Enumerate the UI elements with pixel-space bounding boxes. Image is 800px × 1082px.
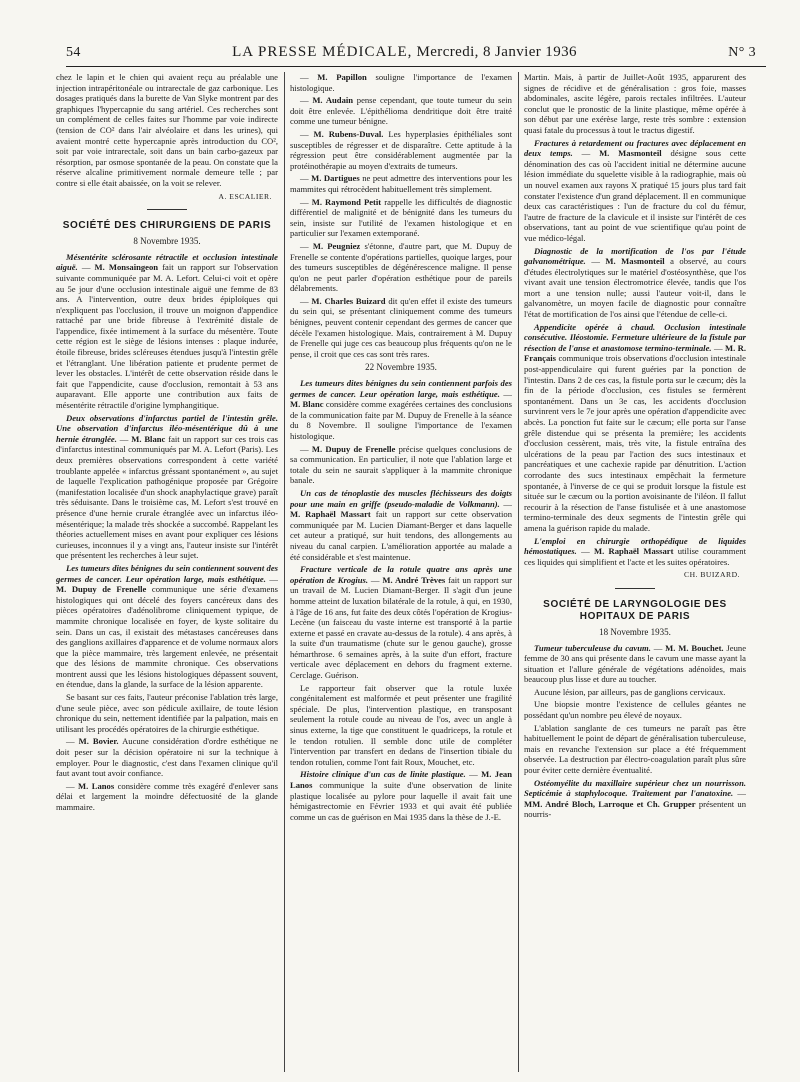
discussion: — M. Dupuy de Frenelle précise quelques conclusions de sa communication. En particulier, il note que l'ablation large et totale du sein ne saurait s'appliquer à la mammite chronique banale.	[290, 443, 512, 486]
article-heading: Tumeur tuberculeuse du cavum.	[534, 642, 651, 653]
article-author: M. Blanc	[290, 399, 324, 410]
article-text: Les hyperplasies épithéliales sont susceptibles de régresser et de disparaître. Cette aptitude à la régression peut être considérablement augmentée par la protéinothérapie au moyen d'extraits de tumeurs.	[290, 128, 512, 171]
article-text: a observé, au cours d'études électrolytiques sur le matériel d'ostéosynthèse, que l'os vivant avait une tension électromotrice élevée, tandis que l'os mort a une tension nulle; aussi l'auteur voit-il, dans le galvanomètre, un moyen facile de diagnostic pour connaître l'état de mortification de l'os ainsi que l'étendue de celle-ci.	[524, 256, 746, 320]
article-heading: Appendicite opérée à chaud. Occlusion intestinale consécutive. Iléostomie. Fermeture ultérieure de la fistule par résection de l'anse et anastomose termino-terminale.	[524, 321, 746, 353]
article-paragraph: Martin. Mais, à partir de Juillet-Août 1935, apparurent des signes de récidive et de généralisation : gros foie, masses abdominales, ascite légère, parois rectales infiltrées. L'auteur conclut que le pronostic de la linite plastique, même opérée à son début par une exérèse large, reste très sombre : extension quasi fatale du processus à tout le tractus digestif.	[524, 72, 746, 135]
intro-paragraph: chez le lapin et le chien qui avaient reçu au préalable une injection intrapéritonéale ou intrarectale de gaz carbonique. Les dosages pratiqués dans la burette de Van Slyke montrent par des graphiques l'hypercapnie du sang artériel. Ces recherches sont un complément de celles faites sur l'homme par voie indirecte (tension de CO² dans l'air alvéolaire et dans les urines), qui avaient montré cette hypercapnie après introduction du CO², soit par voie intrarectale, soit dans un bain carbo-gazeux par résorption, par osmose spontanée de la peau. On constate que la réserve alcaline primitivement normale demeure telle ; par contre si elle était abaissée, on la voit se relever.	[56, 72, 278, 188]
article: Mésentérite sclérosante rétractile et occlusion intestinale aiguë. — M. Monsaingeon fait un rapport sur l'observation suivante communiquée par M. A. Lefort. Celui-ci voit et opère au 5e jour d'une occlusion intestinale aiguë une femme de 83 ans. A l'intervention, outre deux brides épiploïques qui n'expliquent pas l'occlusion, il trouve un moignon d'appendice rattaché par une bride fibreuse à l'extrémité distale de l'appendice, fixée intimement à la surface du mésentère. Toute cette région est le siège de lésions intenses : plaque indurée, étoile fibreuse, brides scléreuses étendues jusqu'à l'intestin grêle et l'étranglant. Une libération patiente et prudente permet de lever les obstacles. L'intérêt de cette observation réside dans le fait que l'appendicite, cause d'occlusion, remontait à 53 ans auparavant. Elle apporte une contribution aux faits de mésentérite rétractile d'origine lymphangitique.	[56, 251, 278, 411]
article: Un cas de ténoplastie des muscles fléchisseurs des doigts pour une main en griffe (pseudo-maladie de Volkmann). — M. Raphaël Massart fait un rapport sur cette observation communiquée par M. Lucien Diamant-Berger et dans laquelle cet auteur a pratiqué, sur huit tendons, des allongements au niveau du canal carpien. L'amélioration apportée au malade a été considérable et s'est maintenue.	[290, 487, 512, 562]
issue-number: N° 3	[728, 45, 756, 60]
article-heading: Mésentérite sclérosante rétractile et occlusion intestinale aiguë.	[56, 251, 278, 273]
article-text: communique une série d'examens histologiques qui ont décelé des foyers cancéreux dans des pièces opératoires d'adénolibrome cliniquement typique, de mammite chronique localisée en foyer, de kyste solitaire du sein. Dans un cas, il existait des métastases cancéreuses dans des ganglions axillaires d'apparence et de volume normaux alors que la pièce mammaire, très largement enlevée, ne présentait que des lésions de mammite chronique. Ces observations montrent aussi que les lésions histologiques dépassent souvent, en étendue, dans la glande, la surface de la lésion apparente.	[56, 584, 278, 690]
article-text: Jeune femme de 30 ans qui présente dans le cavum une masse ayant la situation et l'allure générale de végétations adénoïdes, mais beaucoup plus lisse et dure au toucher.	[524, 642, 746, 685]
article: Les tumeurs dites bénignes du sein contiennent parfois des germes de cancer. Leur opération large, mais esthétique. — M. Blanc considère comme exagérées certaines des conclusions de la communication faite par M. Dupuy de Frenelle à la séance du 8 Novembre. Il souligne l'importance de l'examen histologique.	[290, 378, 512, 441]
article: Diagnostic de la mortification de l'os par l'étude galvanométrique. — M. Masmonteil a observé, au cours d'études électrolytiques sur le matériel d'ostéosynthèse, que l'os vivant avait une tension électromotrice élevée, tandis que l'os mort a une tension nulle; aussi l'auteur voit-il, dans le galvanomètre, un moyen facile de diagnostic pour connaître l'état de mortification de l'os ainsi que l'étendue de celle-ci.	[524, 245, 746, 320]
article-author: M. Dartigues	[311, 173, 360, 184]
discussion: — M. Rubens-Duval. Les hyperplasies épithéliales sont susceptibles de régresser et de disparaître. Cette aptitude à la régression peut être considérablement augmentée par la protéinothérapie au moyen d'extraits de tumeurs.	[290, 128, 512, 171]
article-text: fait un rapport sur ces trois cas d'infarctus intestinal communiqués par M. A. Lefort (Paris). Les deux premières observations correspondent à cette variété troublante appelée « infarctus gréssant spontanément », au sujet de laquelle l'explication pathogénique proposée par Grégoire (manifestation localisée d'un shock anaphylactique grave) paraît très séduisante. Dans le troisième cas, M. Lefort s'est trouvé en présence d'une hernie crurale étranglée avec un infarctus iléo-mésentérique; la malade très shockée a succombé. Rappelant les théories actuellement mises en avant pour expliquer ces lésions curieuses, inconnues il y a vingt ans, l'auteur insiste sur l'intérêt que présentent les recherches à leur sujet.	[56, 433, 278, 561]
session-date: 18 Novembre 1935.	[599, 626, 671, 637]
article: Histoire clinique d'un cas de linite plastique. — M. Jean Lanos communique la suite d'une observation de linite plastique localisée au pylore pour laquelle il avait fait une hémigastrectomie en Février 1933 et qui avait été publiée comme un cas de guérison en Mai 1935 dans la thèse de J.-E.	[290, 769, 512, 822]
article-text: considère comme très exagéré d'enlever sans délai et largement la moindre défectuosité de la glande mammaire.	[56, 780, 278, 812]
article-text: précise quelques conclusions de sa communication. En particulier, il note que l'ablation large et totale du sein ne saurait s'appliquer à la mammite chronique banale.	[290, 443, 512, 486]
discussion: — M. Papillon souligne l'importance de l'examen histologique.	[290, 72, 512, 93]
article: L'emploi en chirurgie orthopédique de liquides hémostatiques. — M. Raphaël Massart utilise couramment ces liquides qui simplifient et l'acte et les suites opératoires.	[524, 535, 746, 567]
article-author: M. Rubens-Duval.	[313, 128, 384, 139]
article: Fracture verticale de la rotule quatre ans après une opération de Krogius. — M. André Trèves fait un rapport sur un travail de M. Lucien Diamant-Berger. Il s'agit d'un jeune homme atteint de luxation bilatérale de la rotule, à qui, en 1930, à l'âge de 16 ans, fut faite des deux côtés l'opération de Krogius-Lecène (un faisceau du vaste interne est transporté à la partie externe et passé en cravate au-dessus de la rotule). 4 ans après, à la suite d'un traumatisme (chute sur le genou gauche), grosse hémarthrose. 6 semaines après, à la suite d'un effort, fracture verticale avec déplacement en dehors du fragment externe. Cerclage. Guérison.	[290, 564, 512, 681]
article-text: fait un rapport sur l'observation suivante communiquée par M. A. Lefort. Celui-ci voit et opère au 5e jour d'une occlusion intestinale aiguë une femme de 83 ans. A l'intervention, outre deux brides épiploïques qui n'expliquent pas l'occlusion, il trouve un moignon d'appendice rattaché par une bride fibreuse à l'extrémité distale de l'appendice, fixée intimement à la surface du mésentère. Toute cette région est le siège de lésions intenses : plaque indurée, étoile fibreuse, brides scléreuses étendues jusqu'à l'intestin grêle et l'étranglant. Une libération patiente et prudente permet de lever les obstacles. L'intérêt de cette observation réside dans le fait que l'appendicite, cause d'occlusion, remontait à 53 ans auparavant. Elle apporte une contribution aux faits de mésentérite rétractile d'origine lymphangitique.	[56, 262, 278, 411]
article-author: MM. André Bloch, Larroque et Ch. Grupper	[524, 798, 696, 809]
article-text: Aucune considération d'ordre esthétique ne doit peser sur la décision opératoire ni sur la technique à employer. Pour le diagnostic, c'est dans l'examen clinique qu'il faut avant tout avoir confiance.	[56, 736, 278, 779]
section-separator	[147, 209, 187, 210]
article-author: M. Raymond Petit	[311, 196, 382, 207]
article: Deux observations d'infarctus partiel de l'intestin grêle. Une observation d'infarctus iléo-mésentérique dû à une hernie étranglée. — M. Blanc fait un rapport sur ces trois cas d'infarctus intestinal communiqués par M. A. Lefort (Paris). Les deux premières observations correspondent à cette variété troublante appelée « infarctus gréssant spontanément », au sujet de laquelle l'explication pathogénique proposée par Grégoire (manifestation localisée d'un shock anaphylactique grave) paraît très séduisante. Dans le troisième cas, M. Lefort s'est trouvé en présence d'une hernie crurale étranglée avec un infarctus iléo-mésentérique; la malade très shockée a succombé. Rappelant les théories actuellement mises en avant pour expliquer ces lésions curieuses, inconnues il y a vingt ans, l'auteur insiste sur l'intérêt que présentent les recherches à leur sujet.	[56, 412, 278, 561]
article-text: s'étonne, d'autre part, que M. Dupuy de Frenelle se contente d'opérations partielles, quoique larges, pour des tumeurs susceptibles de dégénérescence maligne. Il pense qu'on ne peut parler d'opération esthétique pour de pareils délabrements.	[290, 240, 512, 294]
session-date: 8 Novembre 1935.	[133, 236, 201, 247]
article: Tumeur tuberculeuse du cavum. — M. M. Bouchet. Jeune femme de 30 ans qui présente dans le cavum une masse ayant la situation et l'allure générale de végétations adénoïdes, mais beaucoup plus lisse et dure au toucher.	[524, 642, 746, 685]
article-author: M. Peugniez	[312, 240, 361, 251]
article-text: ne peut admettre des interventions pour les mammites qui rétrocèdent habituellement très simplement.	[290, 173, 512, 194]
article-paragraph: Le rapporteur fait observer que la rotule luxée congénitalement est malformée et peut présenter une fragilité spéciale. De plus, l'intervention plastique, en transposant seulement la rotule coude au niveau de l'os, avec un angle à sinus externe, la tige que constituent le quadriceps, la rotule et le tendon rotulien. Il semble donc utile de compléter l'intervention par transfert en dedans de l'insertion tibiale du tendon rotulien, comme l'ont fait Roux, Mouchet, etc.	[290, 682, 512, 767]
article-author: M. Lanos	[78, 780, 115, 791]
article-text: communique la suite d'une observation de linite plastique localisée au pylore pour laquelle il avait fait une hémigastrectomie en Février 1933 et qui avait été publiée comme un cas de guérison en Mai 1935 dans la thèse de J.-E.	[290, 780, 512, 822]
discussion: — M. Lanos considère comme très exagéré d'enlever sans délai et largement la moindre défectuosité de la glande mammaire.	[56, 780, 278, 812]
page-header	[66, 44, 756, 66]
article-author: M. Jean Lanos	[290, 769, 512, 790]
article-author: M. Monsaingeon	[94, 262, 159, 273]
discussion: — M. Bovier. Aucune considération d'ordre esthétique ne doit peser sur la décision opératoire ni sur la technique à employer. Pour le diagnostic, c'est dans l'examen clinique qu'il faut avant tout avoir confiance.	[56, 736, 278, 779]
column-divider	[284, 72, 285, 1072]
article-paragraph: L'ablation sanglante de ces tumeurs ne paraît pas être habituellement le point de départ de généralisation tuberculeuse, mais en revanche l'extension sur place a été fréquemment observée. La destruction par électro-coagulation paraît plus sûre pour éviter cette dernière éventualité.	[524, 722, 746, 776]
discussion: — M. Peugniez s'étonne, d'autre part, que M. Dupuy de Frenelle se contente d'opérations partielles, quoique larges, pour des tumeurs susceptibles de dégénérescence maligne. Il pense qu'on ne peut parler d'opération esthétique pour de pareils délabrements.	[290, 240, 512, 294]
article-author: M. Masmonteil	[605, 256, 665, 267]
column-divider	[518, 72, 519, 1072]
article-text: considère comme exagérées certaines des conclusions de la communication faite par M. Dupuy de Frenelle à la séance du 8 Novembre. Il souligne l'importance de l'examen histologique.	[290, 399, 512, 441]
article-text: souligne l'importance de l'examen histologique.	[290, 72, 512, 93]
article-author: M. André Trèves	[382, 574, 446, 585]
journal-name: LA PRESSE MÉDICALE,	[232, 44, 413, 60]
article-heading: Deux observations d'infarctus partiel de l'intestin grêle. Une observation d'infarctus iléo-mésentérique dû à une hernie étranglée.	[56, 412, 278, 444]
article-heading: L'emploi en chirurgie orthopédique de liquides hémostatiques.	[524, 535, 746, 557]
article-text: communique trois observations d'occlusion intestinale post-appendiculaire qui furent guéries par la ponction de l'intestin. Dans 2 de ces cas, la fistule porta sur le cæcum; dès la fin de la période d'occlusion, ces fistules se fermèrent spontanément. Dans un 3e cas, les accidents d'occlusion survinrent vers le 7e jour après une opération d'appendicite avec abcès. La ponction fut faite sur le cæcum; elle porta sur l'anse grêle distendue qui se présenta la première; les accidents d'occlusion cessèrent, mais, très vite, la fistule entraîna des ulcérations de la peau par l'action des sucs intestinaux et pancréatiques et une cachexie rapide par dénutrition. L'action corrodante des sucs intestinaux empêchait la fermeture spontanée, à l'inverse de ce qui se produit lorsque la fistule est située sur le cæcum ou la portion avoisinante de l'iléon. Il fallut recourir à la résection de l'anse fistulisée et à une anastomose termino-terminale des deux segments de l'intestin grêle qui amena la guérison rapide du malade.	[524, 353, 746, 533]
discussion: — M. Dartigues ne peut admettre des interventions pour les mammites qui rétrocèdent habituellement très simplement.	[290, 173, 512, 194]
society-title: SOCIÉTÉ DE LARYNGOLOGIE DES HOPITAUX DE PARIS	[543, 598, 727, 622]
article-author: M. Bovier.	[78, 736, 119, 747]
article: Ostéomyélite du maxillaire supérieur chez un nourrisson. Septicémie à staphylocoque. Traitement par l'anatoxine. — MM. André Bloch, Larroque et Ch. Grupper présentent un nourris-	[524, 777, 746, 820]
article-heading: Un cas de ténoplastie des muscles fléchisseurs des doigts pour une main en griffe (pseudo-maladie de Volkmann).	[290, 487, 512, 509]
article-author: M. Dupuy de Frenelle	[56, 584, 147, 595]
article-author: M. Raphaël Massart	[593, 546, 674, 557]
article-text: désigne sous cette dénomination des cas où l'accident initial ne détermine aucune lésion immédiate du squelette visible à la radiographie, mais où un nouvel examen aux rayons X pratiqué 15 jours plus tard fait constater l'existence d'un grand déplacement. Il en communique deux cas caractéristiques : l'un de fracture du col du fémur, l'autre de fracture de la clavicule et il insiste sur l'intérêt de ces observations, tant au point de vue scientifique qu'au point de vue médico-légal.	[524, 148, 746, 243]
article-heading: Les tumeurs dites bénignes du sein contiennent parfois des germes de cancer. Leur opération large, mais esthétique.	[290, 378, 512, 399]
session-date: 22 Novembre 1935.	[365, 362, 437, 373]
article-author: M. Blanc	[131, 433, 166, 444]
article-heading: Ostéomyélite du maxillaire supérieur chez un nourrisson. Septicémie à staphylocoque. Traitement par l'anatoxine.	[524, 777, 746, 799]
article-heading: Fracture verticale de la rotule quatre ans après une opération de Krogius.	[290, 564, 512, 585]
article-heading: Diagnostic de la mortification de l'os par l'étude galvanométrique.	[524, 245, 746, 267]
column-2	[290, 72, 512, 1072]
article-paragraph: Aucune lésion, par ailleurs, pas de ganglions cervicaux.	[534, 686, 726, 697]
author-signature: CH. BUIZARD.	[684, 570, 740, 580]
header-rule	[66, 66, 766, 67]
article-author: M. Dupuy de Frenelle	[311, 443, 396, 454]
article-text: pense cependant, que toute tumeur du sein doit être enlevée. L'épithélioma dendritique doit être traité comme une tumeur bénigne.	[290, 95, 512, 127]
article-text: fait un rapport sur un travail de M. Lucien Diamant-Berger. Il s'agit d'un jeune homme atteint de luxation bilatérale de la rotule, à qui, en 1930, à l'âge de 16 ans, fut faite des deux côtés l'opération de Krogius-Lecène (un faisceau du vaste interne est transporté à la partie externe et passé en cravate au-dessus de la rotule). 4 ans après, à la suite d'un traumatisme (chute sur le genou gauche), grosse hémarthrose. 6 semaines après, à la suite d'un effort, fracture verticale avec déplacement en dehors du fragment externe. Cerclage. Guérison.	[290, 574, 512, 681]
article-text: dit qu'en effet il existe des tumeurs du sein qui, se présentant cliniquement comme des tumeurs bénignes, peuvent contenir cependant des germes de cancer que décèle l'examen histologique. Mais, contrairement à M. Dupuy de Frenelle qui juge ces cas beaucoup plus fréquents qu'on ne le pense, il croit que ces cas sont très rares.	[290, 295, 512, 359]
article: Fractures à retardement ou fractures avec déplacement en deux temps. — M. Masmonteil désigne sous cette dénomination des cas où l'accident initial ne détermine aucune lésion immédiate du squelette visible à la radiographie, mais où un nouvel examen aux rayons X pratiqué 15 jours plus tard fait constater l'existence d'un grand déplacement. Il en communique deux cas caractéristiques : l'un de fracture du col du fémur, l'autre de fracture de la clavicule et il insiste sur l'intérêt de ces observations, tant au point de vue scientifique qu'au point de vue médico-légal.	[524, 137, 746, 243]
article-heading: Les tumeurs dites bénignes du sein contiennent souvent des germes de cancer. Leur opération large, mais esthétique.	[56, 562, 278, 584]
page-number: 54	[66, 45, 81, 60]
article-text: utilise couramment ces liquides qui simplifient et l'acte et les suites opératoires.	[524, 546, 746, 567]
article-heading: Fractures à retardement ou fractures avec déplacement en deux temps.	[524, 137, 746, 159]
column-1	[56, 72, 278, 1072]
discussion: — M. Charles Buizard dit qu'en effet il existe des tumeurs du sein qui, se présentant cliniquement comme des tumeurs bénignes, peuvent contenir cependant des germes de cancer que décèle l'examen histologique. Mais, contrairement à M. Dupuy de Frenelle qui juge ces cas beaucoup plus fréquents qu'on ne le pense, il croit que ces cas sont très rares.	[290, 295, 512, 359]
article-author: M. M. Bouchet.	[665, 642, 724, 653]
running-title	[81, 44, 728, 61]
column-3	[524, 72, 746, 1072]
article: Les tumeurs dites bénignes du sein contiennent souvent des germes de cancer. Leur opération large, mais esthétique. — M. Dupuy de Frenelle communique une série d'examens histologiques qui ont décelé des foyers cancéreux dans des pièces opératoires d'adénolibrome cliniquement typique, de mammite chronique localisée en foyer, de kyste solitaire du sein. Dans un cas, il existait des métastases cancéreuses dans des ganglions axillaires d'apparence et de volume normaux alors que la pièce mammaire, très largement enlevée, ne présentait que des lésions de mammite chronique. Ces observations montrent aussi que les lésions histologiques dépassent souvent, en étendue, dans la glande, la surface de la lésion apparente.	[56, 562, 278, 690]
discussion: — M. Raymond Petit rappelle les difficultés de diagnostic différentiel de malignité et de bénignité dans les tumeurs du sein, insiste sur l'utilité de l'examen histologique et en particulier sur l'examen extemporané.	[290, 196, 512, 239]
article-heading: Histoire clinique d'un cas de linite plastique.	[300, 769, 466, 780]
issue-date: Mercredi, 8 Janvier 1936	[416, 44, 577, 60]
discussion: — M. Audain pense cependant, que toute tumeur du sein doit être enlevée. L'épithélioma dendritique doit être traité comme une tumeur bénigne.	[290, 95, 512, 127]
article-author: M. Raphaël Massart	[290, 509, 371, 520]
article-text: présentent un nourris-	[524, 798, 746, 820]
article-author: M. Charles Buizard	[311, 295, 386, 306]
article-text: fait un rapport sur cette observation communiquée par M. Lucien Diamant-Berger et dans laquelle cet auteur a pratiqué, sur huit tendons, des allongements au niveau du canal carpien. L'amélioration apportée au malade a été considérable et s'est maintenue.	[290, 509, 512, 562]
article-text: rappelle les difficultés de diagnostic différentiel de malignité et de bénignité dans les tumeurs du sein, insiste sur l'utilité de l'examen histologique et en particulier sur l'examen extemporané.	[290, 196, 512, 239]
article-paragraph: Une biopsie montre l'existence de cellules géantes ne possédant qu'un nombre peu élevé de noyaux.	[524, 699, 746, 721]
section-separator	[615, 588, 655, 589]
article: Appendicite opérée à chaud. Occlusion intestinale consécutive. Iléostomie. Fermeture ultérieure de la fistule par résection de l'anse et anastomose termino-terminale. — M. R. Français communique trois observations d'occlusion intestinale post-appendiculaire qui furent guéries par la ponction de l'intestin. Dans 2 de ces cas, la fistule porta sur le cæcum; dès la fin de la période d'occlusion, ces fistules se fermèrent spontanément. Dans un 3e cas, les accidents d'occlusion survinrent vers le 7e jour après une opération d'appendicite avec abcès. La ponction fut faite sur le cæcum; elle porta sur l'anse grêle distendue qui se présenta la première; les accidents d'occlusion cessèrent, mais, très vite, la fistule entraîna des ulcérations de la peau par l'action des sucs intestinaux et pancréatiques et une cachexie rapide par dénutrition. L'action corrodante des sucs intestinaux empêchait la fermeture spontanée, à l'inverse de ce qui se produit lorsque la fistule est située sur le cæcum ou la portion avoisinante de l'iléon. Il fallut recourir à la résection de l'anse fistulisée et à une anastomose termino-terminale des deux segments de l'intestin grêle qui amena la guérison rapide du malade.	[524, 321, 746, 533]
author-signature: A. ESCALIER.	[218, 191, 272, 201]
article-author: M. Papillon	[317, 72, 367, 82]
article-author: M. Masmonteil	[599, 148, 662, 159]
article-author: M. R. Français	[524, 342, 746, 364]
society-title: SOCIÉTÉ DES CHIRURGIENS DE PARIS	[62, 220, 272, 232]
article-paragraph: Se basant sur ces faits, l'auteur préconise l'ablation très large, d'une seule pièce, avec son pédicule axillaire, de toute lésion chronique du sein, nettement identifiée par la palpation, mais en utilisant les procédés opératoires de la chirurgie esthétique.	[56, 692, 278, 734]
article-author: M. Audain	[312, 95, 354, 106]
